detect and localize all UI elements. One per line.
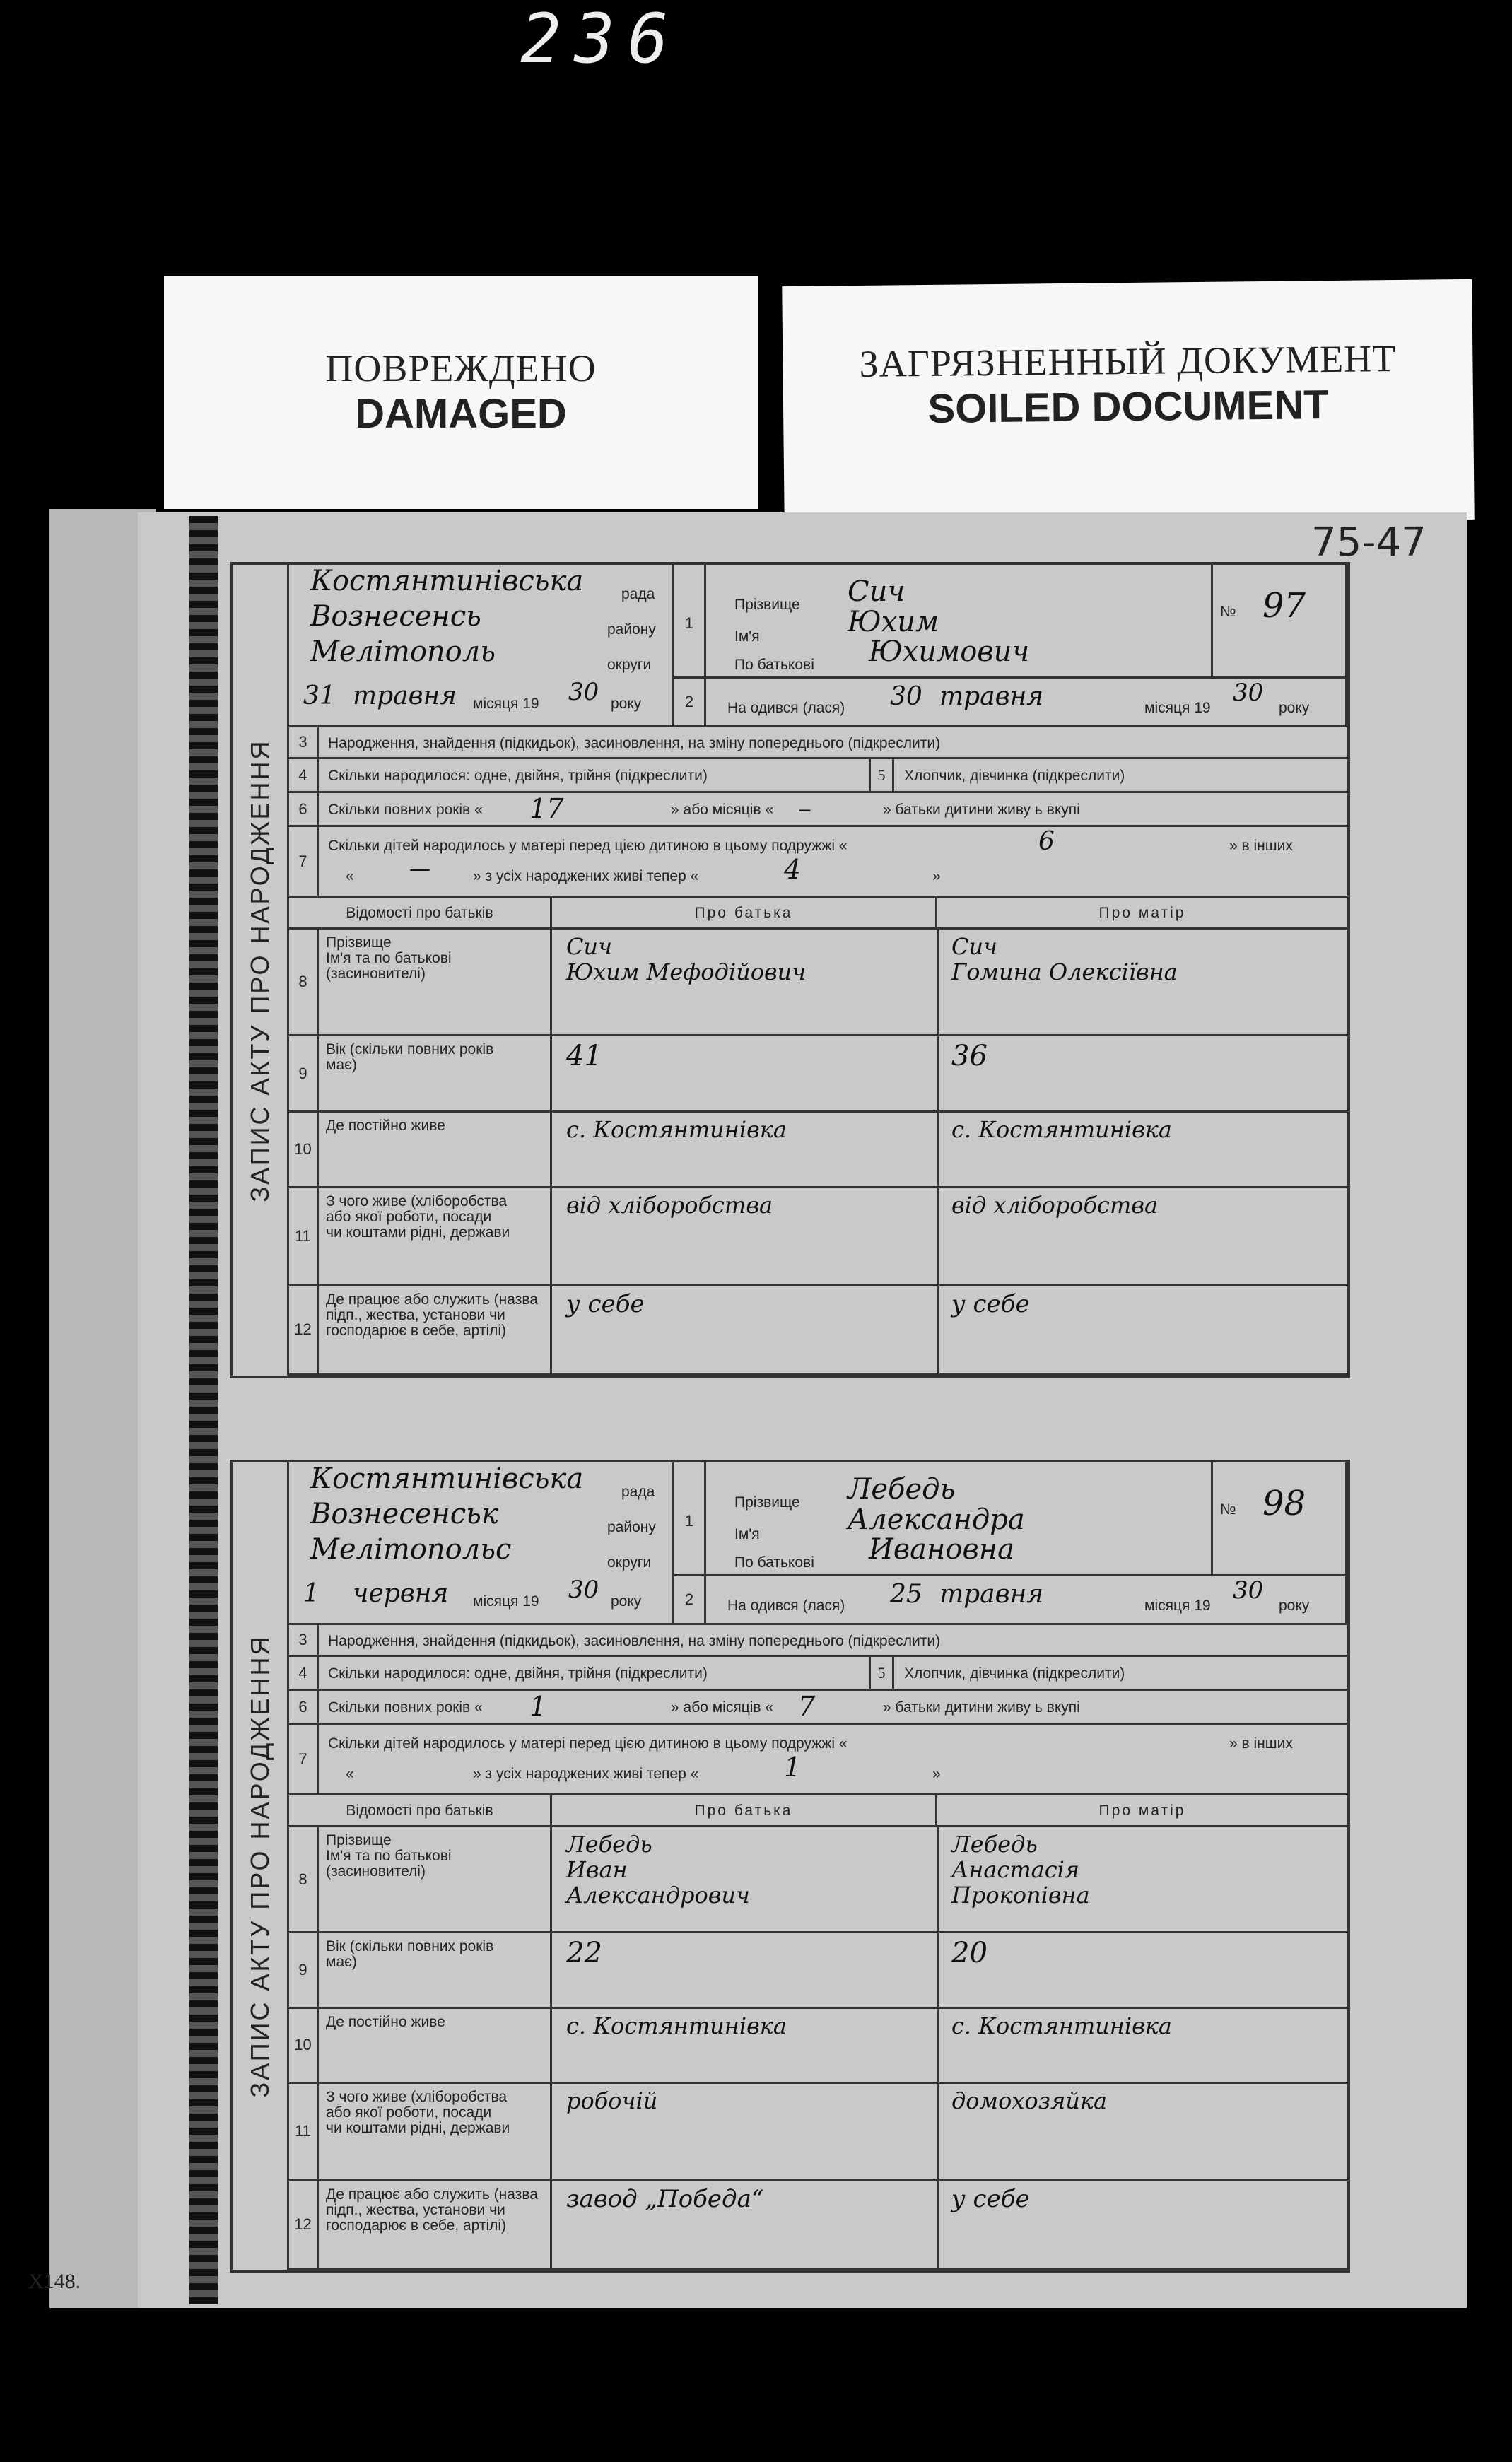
row-8-mother: Лебедь Анастасія Прокопівна [951,1831,1090,1909]
reg-month: червня [353,1579,449,1608]
field-num-1: 1 [674,565,706,679]
birth-record-98 [230,1460,1350,2273]
okruha-label: округи [607,657,652,673]
r6-c: » батьки дитини живу ь вкупі [883,802,1080,818]
row-8-father: Лебедь Иван Александрович [566,1831,750,1909]
row-11: 11 З чого живе (хліборобства або якої роботи, посади чи коштами рідні, держави робочій домохозяйка [289,2084,1347,2181]
r6-b: » або місяців « [671,802,774,818]
raion-value: Вознесенськ [310,1498,498,1530]
parents-label: Відомості про батьків [289,898,552,927]
r7-e: » [932,1766,941,1782]
name-label: Ім'я [734,1526,760,1542]
years-together: 17 [529,793,564,824]
r7-c: « [346,868,354,884]
other-children: — [409,857,430,881]
r7-a: Скільки дітей народилось у матері перед цією дитиною в цьому подружжі « [328,838,848,854]
rada-label: рада [621,1484,655,1500]
child-name-block [706,565,1213,679]
birth-month: травня [939,1580,1044,1609]
row-10-mother: с. Костянтинівка [951,1115,1172,1143]
row-9: 9 Вік (скільки повних років має) 22 20 [289,1933,1347,2008]
r7-c: « [346,1766,354,1782]
row-12-label: Де працює або служить (назва підп., жества, установи чи господарює в себе, артілі) [319,2181,552,2268]
months-together: – [798,793,811,824]
field-num-2: 2 [674,679,706,727]
reg-year: 30 [568,678,599,706]
row-12-father: у себе [566,1289,645,1318]
row-10-mother: с. Костянтинівка [951,2012,1172,2039]
mother-header: Про матір [1098,1802,1186,1819]
soiled-label-en: SOILED DOCUMENT [927,382,1329,432]
reg-misiatsia-label: місяця 19 [473,1593,539,1610]
record-number-box [1213,1462,1347,1576]
row-9-mother: 20 [951,1937,988,1970]
frame-number: 236 [520,0,681,78]
birth-day: 30 [890,682,922,711]
row-12: 12 Де працює або служить (назва підп., жества, установи чи господарює в себе, артілі) завод „Победа“ у себе [289,2181,1347,2270]
father-header: Про батька [552,898,937,927]
row-11-label: З чого живе (хліборобства або якої роботи, посади чи коштами рідні, держави [319,1188,552,1284]
okruha-label: округи [607,1554,652,1571]
row-7: 7 Скільки дітей народилось у матері перед цією дитиною в цьому подружжі « 6 » в інших « — » з усіх народжених живі тепер « 4 » [289,827,1347,898]
r7-b: » в інших [1229,838,1293,854]
reg-roku-label: року [611,1593,642,1610]
r4-text: Скільки народилося: одне, двійня, трійня (підкреслити) [328,768,708,784]
prev-children: 6 [1038,827,1055,856]
no-label: № [1220,1501,1236,1518]
birth-roku-label: року [1279,1598,1310,1614]
row-3: 3 Народження, знайдення (підкидьок), засиновлення, на зміну попереднього (підкреслити) [289,1625,1347,1657]
row-12-father: завод „Победа“ [566,2184,764,2213]
reg-year: 30 [568,1576,599,1604]
r6-a: Скільки повних років « [328,802,483,818]
child-name-block [706,1462,1213,1576]
side-title-text: ЗАПИС АКТУ ПРО НАРОДЖЕННЯ [245,738,274,1202]
row-8-label: Прізвище Ім'я та по батькові (засиновителі) [319,930,552,1034]
patronymic-value: Юхимович [869,635,1030,668]
r7-e: » [932,868,941,884]
row-11: 11 З чого живе (хліборобства або якої роботи, посади чи коштами рідні, держави від хліборобства від хліборобства [289,1188,1347,1286]
r4-text: Скільки народилося: одне, двійня, трійня (підкреслити) [328,1665,708,1682]
reg-day: 1 [303,1579,320,1608]
row-11-father: робочій [566,2087,658,2115]
surname-label: Прізвище [734,597,800,613]
months-together: 7 [798,1691,816,1722]
row-12-mother: у себе [951,2184,1030,2213]
record-number-box [1213,565,1347,679]
row-8: 8 Прізвище Ім'я та по батькові (засиновителі) Сич Юхим Мефодійович Сич Гомина Олексіївна [289,930,1347,1036]
damaged-label-en: DAMAGED [355,391,567,437]
r7-d: » з усіх народжених живі тепер « [473,868,699,884]
reg-misiatsia-label: місяця 19 [473,696,539,712]
patronymic-value: Ивановна [869,1533,1014,1566]
birth-roku-label: року [1279,700,1310,716]
name-value: Юхим [848,606,939,638]
r7-a: Скільки дітей народилось у матері перед цією дитиною в цьому подружжі « [328,1735,848,1752]
row-9-mother: 36 [951,1040,988,1073]
birth-month: травня [939,682,1044,711]
row-11-father: від хліборобства [566,1191,773,1219]
row-12-mother: у себе [951,1289,1030,1318]
r5-text: Хлопчик, дівчинка (підкреслити) [904,768,1125,784]
r6-c: » батьки дитини живу ь вкупі [883,1699,1080,1716]
rada-value: Костянтинівська [310,565,584,597]
row-9: 9 Вік (скільки повних років має) 41 36 [289,1036,1347,1112]
r3-text: Народження, знайдення (підкидьок), засиновлення, на зміну попереднього (підкреслити) [328,1633,941,1649]
row-6: 6 Скільки повних років « 17 » або місяців « – » батьки дитини живу ь вкупі [289,793,1347,827]
row-8-label: Прізвище Ім'я та по батькові (засиновителі) [319,1827,552,1931]
birth-year: 30 [1233,1576,1264,1605]
side-title [233,565,289,1376]
years-together: 1 [529,1691,547,1722]
raion-value: Вознесенсь [310,600,481,633]
mother-header: Про матір [1098,905,1186,921]
r7-d: » з усіх народжених живі тепер « [473,1766,699,1782]
row-9-father: 22 [566,1937,602,1970]
row-11-mother: домохозяйка [951,2087,1108,2115]
birth-record-97 [230,562,1350,1378]
surname-label: Прізвище [734,1494,800,1511]
row-10-label: Де постійно живе [319,2009,552,2082]
okruha-value: Мелітопольс [310,1533,512,1566]
rada-label: рада [621,586,655,602]
reg-month: травня [353,681,457,710]
father-header: Про батька [552,1795,937,1825]
row-11-mother: від хліборобства [951,1191,1159,1219]
soiled-label [782,279,1475,527]
record-number: 97 [1262,586,1306,626]
born-label: На одився (лася) [727,1598,845,1614]
row-10-father: с. Костянтинівка [566,2012,787,2039]
record-number: 98 [1262,1484,1306,1523]
row-9-father: 41 [566,1040,602,1073]
name-label: Ім'я [734,628,760,645]
patronymic-label: По батькові [734,657,814,673]
card-number: 75-47 [1311,520,1426,565]
birth-year: 30 [1233,679,1264,707]
r6-a: Скільки повних років « [328,1699,483,1716]
row-4: 4 Скільки народилося: одне, двійня, трійня (підкреслити) 5 Хлопчик, дівчинка (підкреслити) [289,1657,1347,1691]
row-12-label: Де працює або служить (назва підп., жества, установи чи господарює в себе, артілі) [319,1286,552,1373]
alive-children: 4 [784,854,802,885]
row-6: 6 Скільки повних років « 1 » або місяців « 7 » батьки дитини живу ь вкупі [289,1691,1347,1725]
no-label: № [1220,604,1236,620]
patronymic-label: По батькові [734,1554,814,1571]
row-10-label: Де постійно живе [319,1113,552,1186]
row-8-mother: Сич Гомина Олексіївна [951,933,1178,985]
row-10: 10 Де постійно живе с. Костянтинівка с. Костянтинівка [289,2009,1347,2084]
birth-misiatsia-label: місяця 19 [1144,700,1211,716]
raion-label: району [607,1519,656,1535]
born-label: На одився (лася) [727,700,845,716]
registry-place [289,565,674,727]
strip-code: X148. [28,2270,81,2293]
row-8: 8 Прізвище Ім'я та по батькові (засиновителі) Лебедь Иван Александрович Лебедь Анастасія Прокопівна [289,1827,1347,1933]
row-9-label: Вік (скільки повних років має) [319,1933,552,2006]
r7-b: » в інших [1229,1735,1293,1752]
rada-value: Костянтинівська [310,1462,584,1495]
damaged-label [164,276,758,509]
reg-day: 31 [303,681,336,710]
row-12: 12 Де працює або служить (назва підп., жества, установи чи господарює в себе, артілі) у себе у себе [289,1286,1347,1376]
row-10: 10 Де постійно живе с. Костянтинівка с. Костянтинівка [289,1113,1347,1188]
reg-roku-label: року [611,696,642,712]
parents-header [289,1795,1347,1827]
row-3: 3 Народження, знайдення (підкидьок), засиновлення, на зміну попереднього (підкреслити) [289,727,1347,759]
soiled-label-ru: ЗАГРЯЗНЕННЫЙ ДОКУМЕНТ [859,337,1397,385]
birth-date [706,1576,1347,1625]
registry-place [289,1462,674,1625]
side-title [233,1462,289,2270]
row-7: 7 Скільки дітей народилось у матері перед цією дитиною в цьому подружжі « » в інших « » з усіх народжених живі тепер « 1 » [289,1725,1347,1795]
okruha-value: Мелітополь [310,635,496,668]
row-9-label: Вік (скільки повних років має) [319,1036,552,1110]
row-8-father: Сич Юхим Мефодійович [566,933,807,985]
damaged-label-ru: ПОВРЕЖДЕНО [325,347,597,389]
r5-text: Хлопчик, дівчинка (підкреслити) [904,1665,1125,1682]
name-value: Александра [848,1503,1025,1536]
field-num-1: 1 [674,1462,706,1576]
surname-value: Лебедь [848,1473,956,1506]
birth-date [706,679,1347,727]
birth-day: 25 [890,1580,922,1609]
binding-edge [189,516,218,2304]
surname-value: Сич [848,575,906,608]
alive-children: 1 [784,1752,802,1783]
parents-header [289,898,1347,930]
row-10-father: с. Костянтинівка [566,1115,787,1143]
row-4: 4 Скільки народилося: одне, двійня, трійня (підкреслити) 5 Хлопчик, дівчинка (підкреслити) [289,759,1347,793]
r3-text: Народження, знайдення (підкидьок), засиновлення, на зміну попереднього (підкреслити) [328,735,941,751]
raion-label: району [607,621,656,638]
birth-misiatsia-label: місяця 19 [1144,1598,1211,1614]
r6-b: » або місяців « [671,1699,774,1716]
field-num-2: 2 [674,1576,706,1625]
parents-label: Відомості про батьків [289,1795,552,1825]
row-11-label: З чого живе (хліборобства або якої роботи, посади чи коштами рідні, держави [319,2084,552,2179]
side-title-text: ЗАПИС АКТУ ПРО НАРОДЖЕННЯ [245,1634,274,2098]
